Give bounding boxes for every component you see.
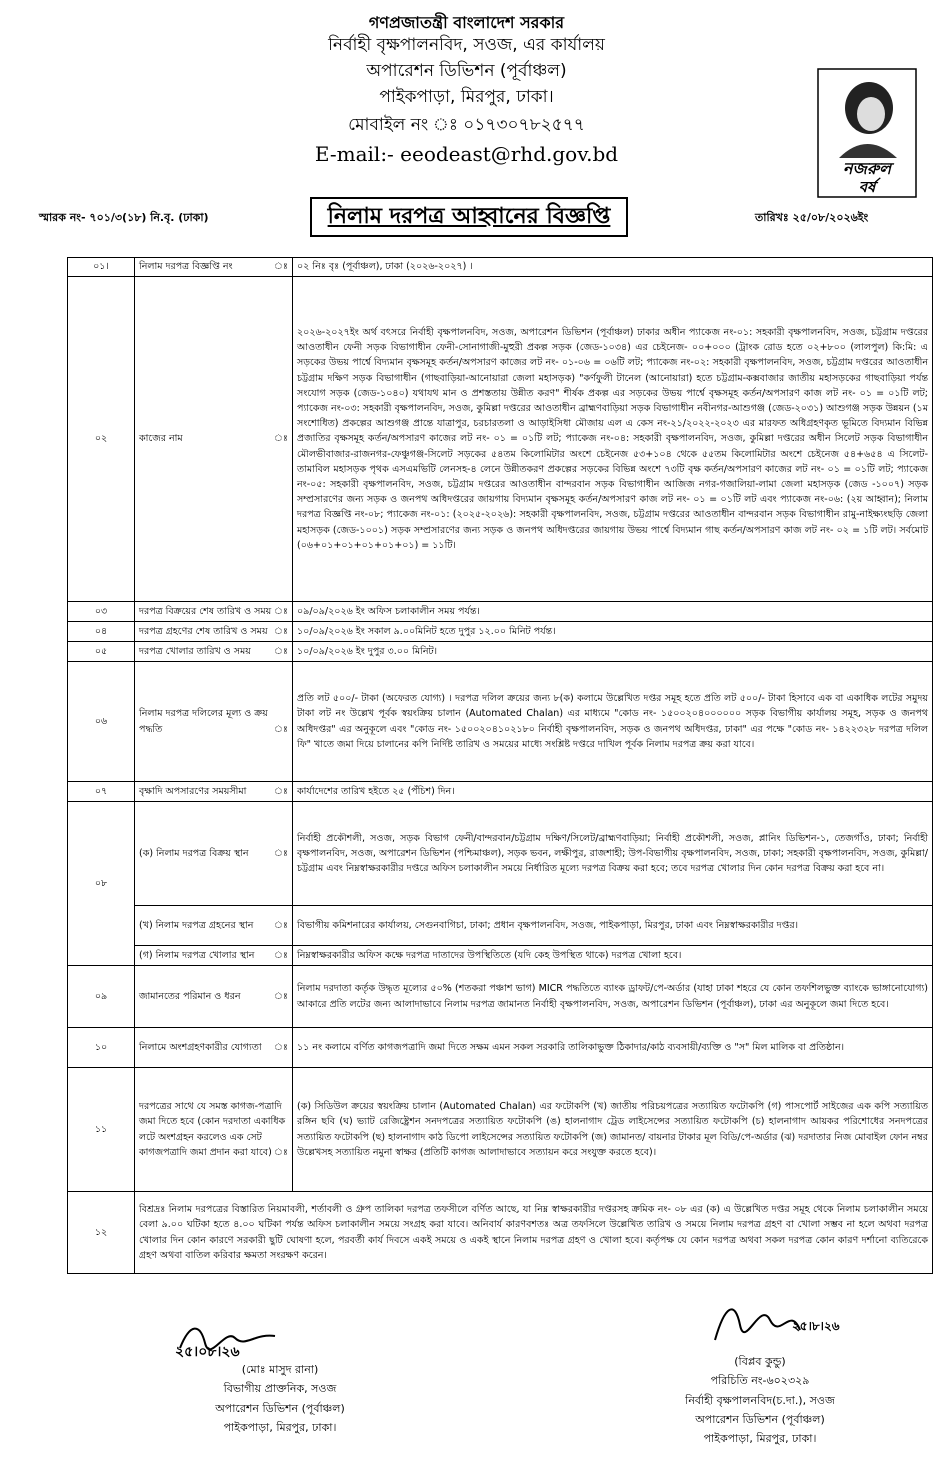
logo-text-borsho: বর্ষ <box>858 178 876 196</box>
table-row <box>68 277 933 602</box>
row-content: (ক) সিডিউল ক্রয়ের স্বয়ংক্রিয় চালান (Automated Chalan) এর ফটোকপি (খ) জাতীয় পরিচয়পত্রের সত্যায়িত ফটোকপি (গ) পাসপোর্ট সাইজের এক কপি সত্যায়িত রঙ্গিন ছবি (ঘ) ভ্যাট রেজিষ্ট্রেশন সনদপত্রের সত্যায়িত ফটোকপি (ঙ) হালনাগাদ ট্রেড লাইসেন্সের সত্যায়িত ফটোকপি (চ) হালনাগাদ আয়কর পরিশোধের সনদপত্রের সত্যায়িত ফটোকপি (ছ) হালনাগাদ কাঠ ডিপো লাইসেন্সের সত্যায়িত ফটোকপি (জ) জামানত/ বায়নার টাকার মূল বিডি/পে-অর্ডার (ঝ) দরদাতার নিজ মোবাইল ফোন নম্বর উল্লেখসহ সত্যায়িত নমুনা স্বাক্ষর (প্রতিটি কাগজ আলাদাভাবে সত্যায়ন করে সংযুক্ত করতে হবে)। <box>293 1068 933 1192</box>
notice-date: তারিখঃ ২৫/০৮/২০২৬ইং <box>755 211 869 224</box>
government-name: গণপ্রজাতন্ত্রী বাংলাদেশ সরকার <box>368 13 565 32</box>
email-address: E-mail:- eeodeast@rhd.gov.bd <box>314 142 619 166</box>
logo-text-nazrul: নজরুল <box>842 159 892 178</box>
nazrul-logo <box>817 68 917 198</box>
table-row <box>68 662 933 782</box>
left-signatory-title: বিভাগীয় প্রাক্তনিক, সওজ <box>223 1382 337 1396</box>
table-row <box>68 946 933 966</box>
row-number: ০১। <box>68 258 135 277</box>
right-signatory-title: নির্বাহী বৃক্ষপালনবিদ(চ.দা.), সওজ <box>685 1393 835 1407</box>
table-row <box>68 622 933 642</box>
table-row <box>68 1028 933 1068</box>
left-signature-date: ২৫।০৮।২৬ <box>175 1344 240 1360</box>
right-signatory-name: (বিপ্লব কুন্ডু) <box>734 1355 786 1368</box>
row-number: ০৮ <box>68 802 135 966</box>
row-content: প্রতি লট ৫০০/- টাকা (অফেরত যোগ্য) । দরপত্র দলিল ক্রয়ের জন্য ৮(ক) কলামে উল্লেখিত দপ্তর সমূহ হতে প্রতি লট ৫০০/- টাকা হিসাবে এক বা একাধিক লটের সমুদয় টাকা লট নং উল্লেখ পূর্বক স্বয়ংক্রিয় চালান (Automated Chalan) এর মাধ্যমে "কোড নং- ১৫০০২০৪০০০০০০ সড়ক বিভাগীয় কার্যালয় সমূহ, সড়ক ও জনপথ অধিদপ্তর" এর অনুকূলে এবং "কোড নং- ১৫০০২০৪১০২১৮০ নির্বাহী বৃক্ষপালনবিদ, সড়ক ও জনপথ অধিদপ্তর, ঢাকা" এর পক্ষে "কোড নং- ১৪২২৩২৮ দরপত্র দলিল ফি" খাতে জমা দিয়ে চালানের কপি নির্দিষ্ট তারিখ ও সময়ের মাধ্যে সংশ্লিষ্ট দপ্তরে দাখিল পূর্বক নিলাম দরপত্র ক্রয় করা যাবে। <box>293 662 933 782</box>
row-content: ১১ নং কলামে বর্ণিত কাগজপত্রাদি জমা দিতে সক্ষম এমন সকল সরকারি তালিকাভুক্ত ঠিকাদার/কাঠ ব্যবসায়ী/ব্যক্তি ও "স" মিল মালিক বা প্রতিষ্ঠান। <box>293 1028 933 1068</box>
table-row <box>68 1068 933 1192</box>
row-label: (গ) নিলাম দরপত্র খোলার স্থান ঃ <box>135 946 293 966</box>
row-label: (ক) নিলাম দরপত্র বিক্রয় স্থান ঃ <box>135 802 293 906</box>
row-content: ২০২৬-২০২৭ইং অর্থ বৎসরে নির্বাহী বৃক্ষপালনবিদ, সওজ, অপারেশন ডিভিশন (পূর্বাঞ্চল) ঢাকার অধীন প্যাকেজ নং-০১: সহকারী বৃক্ষপালনবিদ, সওজ, চট্টগ্রাম দপ্তরের আওতাধীন ফেনী সড়ক বিভাগাধীন ফেনী-সোনাগাজী-মুহুরী প্রকল্প সড়ক (জেড-১০৩৪) এর চেইনেজ- ০০+০০০ (ট্রাংক রোড হতে ০২+৮০০ (লালপুল) কি:মি: এ সড়কের উভয় পার্শ্বে বিদ্যমান বৃক্ষসমূহ কর্তন/অপসারণ কাজের লট নং- ০১-০৬ = ০৬টি লট; প্যাকেজ নং-০২: সহকারী বৃক্ষপালনবিদ, সওজ, চট্টগ্রাম দপ্তরের আওতাধীন চট্টগ্রাম দক্ষিণ সড়ক বিভাগাধীন (গাছবাড়িয়া-আনোয়ারা জেলা মহাসড়ক) "কর্ণফুলী টানেল (আনোয়ারা) হতে চট্টগ্রাম-কক্সবাজার জাতীয় মহাসড়কের গাছবাড়িয়া পর্যন্ত সংযোগ সড়ক (জেড-১০৪০) যথাযথ মান ও প্রশস্ততায় উন্নীত করণ" শীর্ষক প্রকল্প এর সড়কের উভয় পার্শ্বে বৃক্ষসমূহ কর্তন/অপসারণ কাজ লট নং- ০১ = ০১টি লট; প্যাকেজ নং-০৩: সহকারী বৃক্ষপালনবিদ, সওজ, কুমিল্লা দপ্তরের আওতাধীন ব্রাহ্মণবাড়িয়া সড়ক বিভাগাধীন নবীনগর-আশুগঞ্জ (জেড-২০৩১) আশুগঞ্জ সড়ক উন্নয়ন (১ম সংশোধিত) প্রকল্পের আশুগঞ্জ প্রান্তে যাত্রাপুর, চরচারতলা ও আড়াইসিধা মৌজায় এল এ কেস নং-২১/২০২২-২০২৩ এর মারফত অধিগ্রহণকৃত ভূমিতে বিদ্যমান বিভিন্ন প্রজাতির বৃক্ষসমূহ কর্তন/অপসারণ কাজের লট নং- ০১ = ০১টি লট; প্যাকেজ নং-০৪: সহকারী বৃক্ষপালনবিদ, সওজ, কুমিল্লা দপ্তরের অধীন সিলেট সড়ক বিভাগাধীন মৌলভীবাজার-রাজনগর-ফেঞ্চুগঞ্জ-সিলেট সড়কের ৫৪তম কিলোমিটার অংশে চেইনেজ ৫৩+১০৪ থেকে ৫৫তম কিলোমিটার অংশে চেইনেজ ৫৪+৬৫৪ এ সিলেট-তামাবিল মহাসড়ক পৃথক এসএমভিটি লেনসহ-৪ লেনে উন্নীতকরণ প্রকল্পের সড়কের বিভিন্ন অংশে ৭৩টি বৃক্ষ কর্তন/অপসারণ কাজের লট নং- ০১ = ০১টি লট; প্যাকেজ নং-০৫: সহকারী বৃক্ষপালনবিদ, সওজ, চট্টগ্রাম দপ্তরের আওতাধীন বান্দরবান সড়ক বিভাগাধীন আজিজ নগর-গজালিয়া-লামা জেলা মহাসড়ক (জেড -১০০৭) সড়ক সম্প্রসারণের জন্য সড়ক ও জনপথ অধিদপ্তরের জায়গায় বিদ্যমান বৃক্ষসমূহ কর্তন/অপসারণ কাজ লট নং- ০১ = ০১টি লট এবং প্যাকেজ নং-০৬: (২য় আহ্বান); নিলাম দরপত্র বিজ্ঞপ্তি নং-০৮; প্যাকেজ নং-০১: (২০২৫-২০২৬): সহকারী বৃক্ষপালনবিদ, সওজ, চট্টগ্রাম দপ্তরের আওতাধীন বান্দরবান সড়ক বিভাগাধীন রামু-নাইক্ষ্যংছড়ি জেলা মহাসড়ক (জেড-১০০১) সড়ক সম্প্রসারণের জন্য সড়ক ও জনপথ অধিদপ্তরের জায়গায় উভয় পার্শ্বে বিদ্যমান গাছ কর্তন/অপসারণ কাজ লট নং- ০২ = ১টি লট। সর্বমোট (০৬+০১+০১+০১+০১+০১) = ১১টি। <box>293 277 933 602</box>
row-content: নির্বাহী প্রকৌশলী, সওজ, সড়ক বিভাগ ফেনী/বান্দরবান/চট্টগ্রাম দক্ষিণ/সিলেট/ব্রাহ্মণবাড়িয়া; নির্বাহী প্রকৌশলী, সওজ, প্লানিং ডিভিশন-১, তেজগাঁও, ঢাকা; নির্বাহী বৃক্ষপালনবিদ, সওজ, অপারেশন ডিভিশন (পশ্চিমাঞ্চল), সড়ক ভবন, লক্ষীপুর, রাজশাহী; উপ-বিভাগীয় বৃক্ষপালনবিদ, সওজ, ঢাকা; সহকারী বৃক্ষপালনবিদ, সওজ, কুমিল্লা/চট্টগ্রাম এবং নিম্নস্বাক্ষরকারীর দপ্তরে অফিস চলাকালীন সময়ে নির্ধারিত মূল্যে দরপত্র বিক্রয় করা হবে; তবে দরপত্র খোলার দিন কোন দরপত্র বিক্রয় করা হবে না। <box>293 802 933 906</box>
left-signatory-division: অপারেশন ডিভিশন (পূর্বাঞ্চল) <box>215 1401 345 1415</box>
row-label: জামানতের পরিমান ও ধরন ঃ <box>135 966 293 1028</box>
row-label: নিলাম দরপত্র বিজ্ঞপ্তি নং ঃ <box>135 258 293 277</box>
row-content: ১০/০৯/২০২৬ ইং সকাল ৯.০০মিনিট হতে দুপুর ১২.০০ মিনিট পর্যন্ত। <box>293 622 933 642</box>
row-number: ১০ <box>68 1028 135 1068</box>
row-number: ০২ <box>68 277 135 602</box>
row-content: ০২ নিঃ বৃঃ (পূর্বাঞ্চল), ঢাকা (২০২৬-২০২৭) । <box>293 258 933 277</box>
table-row <box>68 1192 933 1274</box>
row-content: নিলাম দরদাতা কর্তৃক উদ্ধৃত মূল্যের ৫০% (শতকরা পঞ্চাশ ভাগ) MICR পদ্ধতিতে ব্যাংক ড্রাফট/পে-অর্ডার (যাহা ঢাকা শহরে যে কোন তফশিলভুক্ত ব্যাংকে ভাঙ্গানোযোগ্য) আকারে প্রতি লটের জন্য আলাদাভাবে নিলাম দরপত্র জামানত নির্বাহী বৃক্ষপালনবিদ, সওজ, অপারেশন ডিভিশন (পূর্বাঞ্চল), ঢাকা এর অনুকূলে জমা দিতে হবে। <box>293 966 933 1028</box>
table-row <box>68 906 933 946</box>
notice-title-box <box>310 197 628 237</box>
right-signatory-division: অপারেশন ডিভিশন (পূর্বাঞ্চল) <box>695 1412 825 1426</box>
row-content: ১০/০৯/২০২৬ ইং দুপুর ৩.০০ মিনিট। <box>293 642 933 662</box>
row-label: দরপত্র গ্রহণের শেষ তারিখ ও সময় ঃ <box>135 622 293 642</box>
row-label: নিলাম দরপত্র দলিলের মূল্য ও ক্রয় পদ্ধতি ঃ <box>135 662 293 782</box>
row-label: কাজের নাম ঃ <box>135 277 293 602</box>
row-label: দরপত্রের সাথে যে সমস্ত কাগজ-পত্রাদি জমা দিতে হবে (কোন দরদাতা একাধিক লটে অংশগ্রহন করলেও এক সেট কাগজপত্রাদি জমা প্রদান করা যাবে) ঃ <box>135 1068 293 1192</box>
memo-number: স্মারক নং- ৭০১/৩(১৮) নি.বৃ. (ঢাকা) <box>39 211 209 224</box>
table-row <box>68 602 933 622</box>
row-number: ১১ <box>68 1068 135 1192</box>
division-name: অপারেশন ডিভিশন (পূর্বাঞ্চল) <box>366 61 567 81</box>
mobile-number: মোবাইল নং ঃ ০১৭৩০৭৮২৫৭৭ <box>348 115 585 135</box>
row-label: বৃক্ষাদি অপসারণের সময়সীমা ঃ <box>135 782 293 802</box>
right-signatory-address: পাইকপাড়া, মিরপুর, ঢাকা। <box>703 1432 817 1445</box>
row-number: ০৬ <box>68 662 135 782</box>
row-label: নিলামে অংশগ্রহণকারীর যোগ্যতা ঃ <box>135 1028 293 1068</box>
row-content: কার্যাদেশের তারিখ হইতে ২৫ (পঁচিশ) দিন। <box>293 782 933 802</box>
left-signatory-name: (মোঃ মাসুদ রানা) <box>241 1363 319 1376</box>
letterhead <box>0 0 933 200</box>
right-signatory <box>610 1352 910 1448</box>
row-number: ০৩ <box>68 602 135 622</box>
row-number: ০৭ <box>68 782 135 802</box>
left-signatory-address: পাইকপাড়া, মিরপুর, ঢাকা। <box>223 1420 337 1434</box>
office-name: নির্বাহী বৃক্ষপালনবিদ, সওজ, এর কার্যালয় <box>328 35 605 55</box>
table-row <box>68 966 933 1028</box>
row-content: বিশ্রদ্রঃ নিলাম দরপত্রের বিস্তারিত নিয়মাবলী, শর্তাবলী ও গ্রুপ তালিকা দরপত্র তফসীলে বর্ণিত আছে, যা নিম্ন স্বাক্ষরকারীর দপ্তরসহ ক্রমিক নং- ০৮ এর (ক) এ উল্লেখিত দপ্তর সমূহ থেকে নিলাম চলাকালীন সময়ে বেলা ৯.০০ ঘটিকা হতে ৪.০০ ঘটিকা পর্যন্ত অফিস চলাকালীন সময়ে সংগ্রহ করা যাবে। অনিবার্য কারণবশতঃ অত্র তফসিলে উল্লেখিত তারিখ ও সময়ে নিলাম দরপত্র গ্রহণ বা খোলা সম্ভব না হলে অথবা দরপত্র খোলার দিন কোন কারণে সরকারী ছুটি ঘোষণা হলে, পরবর্তী কার্য দিবসে একই সময়ে ও একই স্থানে নিলাম দরপত্র গ্রহণ ও খোলা হবে। কর্তৃপক্ষ যে কোন দরপত্র অথবা সকল দরপত্র কোন কারণ দর্শানো ব্যতিরেকে গ্রহণ অথবা বাতিল করিবার ক্ষমতা সংরক্ষণ করেন। <box>135 1192 933 1274</box>
right-signature-date: ২৫।৮।২৬ <box>792 1319 840 1333</box>
table-row <box>68 258 933 277</box>
row-content: বিভাগীয় কমিশনারের কার্যালয়, সেগুনবাগিচা, ঢাকা; প্রধান বৃক্ষপালনবিদ, সওজ, পাইকপাড়া, মিরপুর, ঢাকা এবং নিম্নস্বাক্ষরকারীর দপ্তর। <box>293 906 933 946</box>
table-row <box>68 802 933 906</box>
tender-table <box>67 257 933 1274</box>
row-label: দরপত্র খোলার তারিখ ও সময় ঃ <box>135 642 293 662</box>
office-address: পাইকপাড়া, মিরপুর, ঢাকা। <box>379 87 554 107</box>
table-row <box>68 782 933 802</box>
row-number: ০৯ <box>68 966 135 1028</box>
row-label: দরপত্র বিক্রয়ের শেষ তারিখ ও সময় ঃ <box>135 602 293 622</box>
left-signatory <box>150 1360 410 1437</box>
row-number: ১২ <box>68 1192 135 1274</box>
row-content: নিম্নস্বাক্ষরকারীর অফিস কক্ষে দরপত্র দাতাদের উপস্থিতিতে (যদি কেহ উপস্থিত থাকে) দরপত্র খোলা হবে। <box>293 946 933 966</box>
row-label: (খ) নিলাম দরপত্র গ্রহনের স্থান ঃ <box>135 906 293 946</box>
row-number: ০৫ <box>68 642 135 662</box>
row-number: ০৪ <box>68 622 135 642</box>
notice-title: নিলাম দরপত্র আহ্বানের বিজ্ঞপ্তি <box>327 204 611 229</box>
row-content: ০৯/০৯/২০২৬ ইং অফিস চলাকালীন সময় পর্যন্ত। <box>293 602 933 622</box>
table-row <box>68 642 933 662</box>
right-signatory-id: পরিচিতি নং-৬০২৩২৯ <box>710 1374 810 1388</box>
